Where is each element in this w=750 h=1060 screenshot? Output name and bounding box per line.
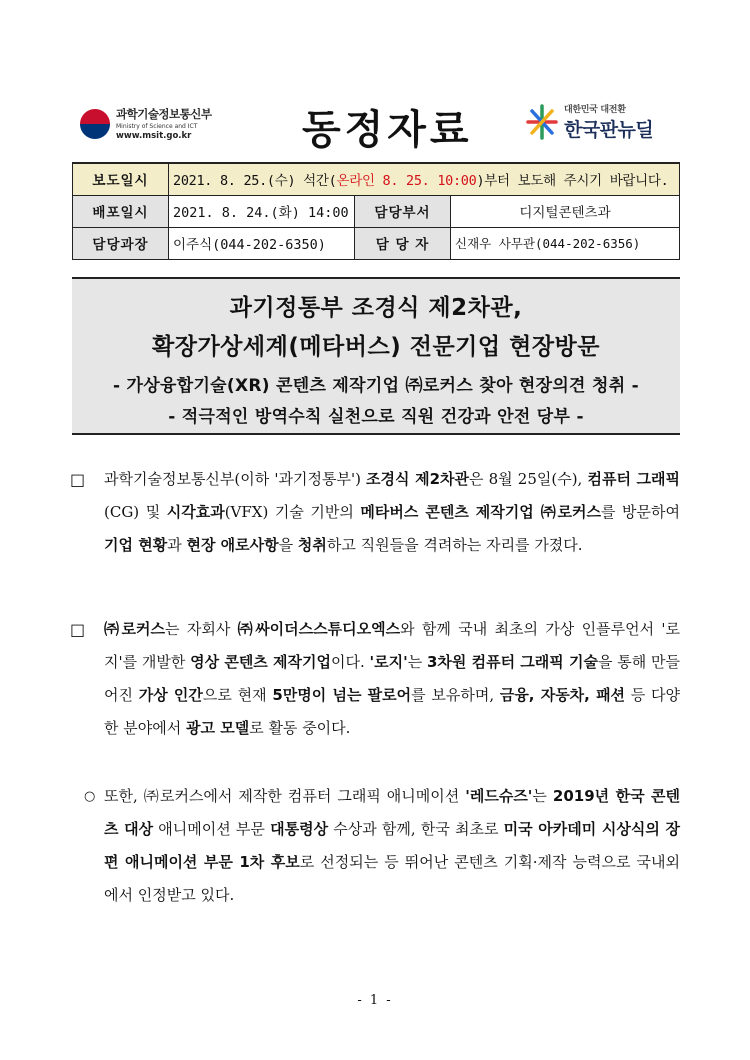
text-run: 으로 현재	[202, 686, 273, 704]
bold-run: 기업 현황	[104, 536, 168, 554]
new-deal-burst-icon	[524, 102, 560, 142]
text-run: 과학기술정보통신부(이하 '과기정통부')	[104, 470, 367, 488]
text-run: 또한, ㈜로커스에서 제작한 컴퓨터 그래픽 애니메이션	[104, 787, 466, 805]
text-run: 을 통해 만들어진	[104, 653, 680, 704]
release-note-text: )부터 보도해 주시기 바랍니다.	[476, 173, 669, 190]
headline-line-2: 확장가상세계(메타버스) 전문기업 현장방문	[152, 334, 600, 360]
text-run: 과	[167, 536, 187, 554]
text-run: 로 선정되는 등 뛰어난 콘텐츠 기획·제작 능력으로 국내외에서 인정받고 있다.	[104, 853, 681, 904]
text-run: 애니메이션 부문	[153, 820, 271, 838]
text-run: 이다.	[331, 653, 370, 671]
document-type-title: 동정자료	[302, 107, 473, 153]
department-label: 담당부서	[355, 195, 451, 227]
distribution-row	[73, 195, 680, 227]
text-run: 는	[407, 653, 427, 671]
ministry-name-en: Ministry of Science and ICT	[116, 123, 198, 130]
distribution-label: 배포일시	[73, 195, 169, 227]
square-bullet-icon: □	[70, 470, 86, 489]
bold-run: 컴퓨터 그래픽	[587, 470, 680, 488]
text-run: (VFX) 기술 기반의	[224, 503, 361, 521]
bold-run: ㈜로커스	[104, 620, 166, 638]
ministry-name-ko: 과학기술정보통신부	[116, 107, 212, 121]
circle-bullet-icon: ○	[84, 789, 96, 804]
bold-run: 시각효과	[166, 503, 225, 521]
bold-run: 가상 인간	[138, 686, 203, 704]
contact-row	[73, 227, 680, 259]
taeguk-emblem-icon	[80, 109, 110, 139]
bold-run: 금융, 자동차, 패션	[499, 686, 626, 704]
release-label: 보도일시	[73, 163, 169, 195]
paragraph-awards	[84, 780, 681, 912]
paragraph-company-profile	[70, 613, 681, 745]
release-value	[169, 163, 680, 195]
ministry-url: www.msit.go.kr	[116, 131, 192, 141]
manager-value: 이주식(044-202-6350)	[169, 227, 355, 259]
release-row	[73, 163, 680, 195]
release-online-time: 온라인 8. 25. 10:00	[336, 173, 477, 190]
bold-run: ㈜싸이더스스튜디오엑스	[237, 620, 401, 638]
release-date-text: 2021. 8. 25.(수) 석간(	[173, 173, 337, 190]
bold-run: 청취	[297, 536, 327, 554]
text-run: 를 보유하며,	[411, 686, 500, 704]
headline-line-1: 과기정통부 조경식 제2차관,	[229, 295, 523, 321]
paragraph-visit-overview	[70, 463, 680, 562]
bold-run: 조경식 제2차관	[366, 470, 470, 488]
distribution-value: 2021. 8. 24.(화) 14:00	[169, 195, 355, 227]
release-info-table	[72, 162, 680, 260]
bold-run: 5만명이 넘는 팔로어	[272, 686, 412, 704]
staff-value: 신재우 사무관(044-202-6356)	[451, 227, 680, 259]
bold-run: 3차원 컴퓨터 그래픽 기술	[426, 653, 598, 671]
department-value: 디지털콘텐츠과	[451, 195, 680, 227]
text-run: 하고 직원들을 격려하는 자리를 가졌다.	[326, 536, 583, 554]
text-run: 은 8월 25일(수),	[469, 470, 588, 488]
manager-label: 담당과장	[73, 227, 169, 259]
headline-box	[72, 277, 680, 435]
bold-run: 메타버스 콘텐츠 제작기업 ㈜로커스	[360, 503, 601, 521]
text-run: (CG) 및	[104, 503, 167, 521]
ministry-logo	[80, 106, 211, 141]
text-run: 을	[278, 536, 298, 554]
bold-run: 영상 콘텐츠 제작기업	[190, 653, 331, 671]
bold-run: '로지'	[369, 653, 408, 671]
korean-new-deal-logo	[524, 102, 653, 142]
text-run: 는 자회사	[165, 620, 238, 638]
page-number: - 1 -	[357, 993, 393, 1008]
bold-run: 광고 모델	[186, 719, 250, 737]
square-bullet-icon: □	[70, 620, 86, 639]
new-deal-slogan: 대한민국 대전환	[564, 105, 626, 115]
text-run: 를 방문하여	[601, 503, 680, 521]
new-deal-name: 한국판뉴딜	[564, 119, 654, 141]
text-run: 와 함께 국내 최초의 가상 인플루언서 '로지'를 개발한	[104, 620, 681, 671]
bold-run: 대통령상	[270, 820, 329, 838]
staff-label: 담 당 자	[355, 227, 451, 259]
document-header	[72, 92, 682, 160]
bold-run: 미국 아카데미 시상식의 장편 애니메이션 부문 1차 후보	[104, 820, 680, 871]
text-run: 는	[532, 787, 553, 805]
text-run: 로 활동 중이다.	[249, 719, 351, 737]
subheadline-line-2: - 적극적인 방역수칙 실천으로 직원 건강과 안전 당부 -	[168, 407, 584, 427]
subheadline-line-1: - 가상융합기술(XR) 콘텐츠 제작기업 ㈜로커스 찾아 현장의견 청취 -	[112, 376, 640, 396]
text-run: 수상과 함께, 한국 최초로	[328, 820, 504, 838]
text-run: 등 다양한 분야에서	[104, 686, 681, 737]
bold-run: '레드슈즈'	[465, 787, 533, 805]
bold-run: 2019년 한국 콘텐츠 대상	[104, 787, 680, 838]
bold-run: 현장 애로사항	[186, 536, 279, 554]
